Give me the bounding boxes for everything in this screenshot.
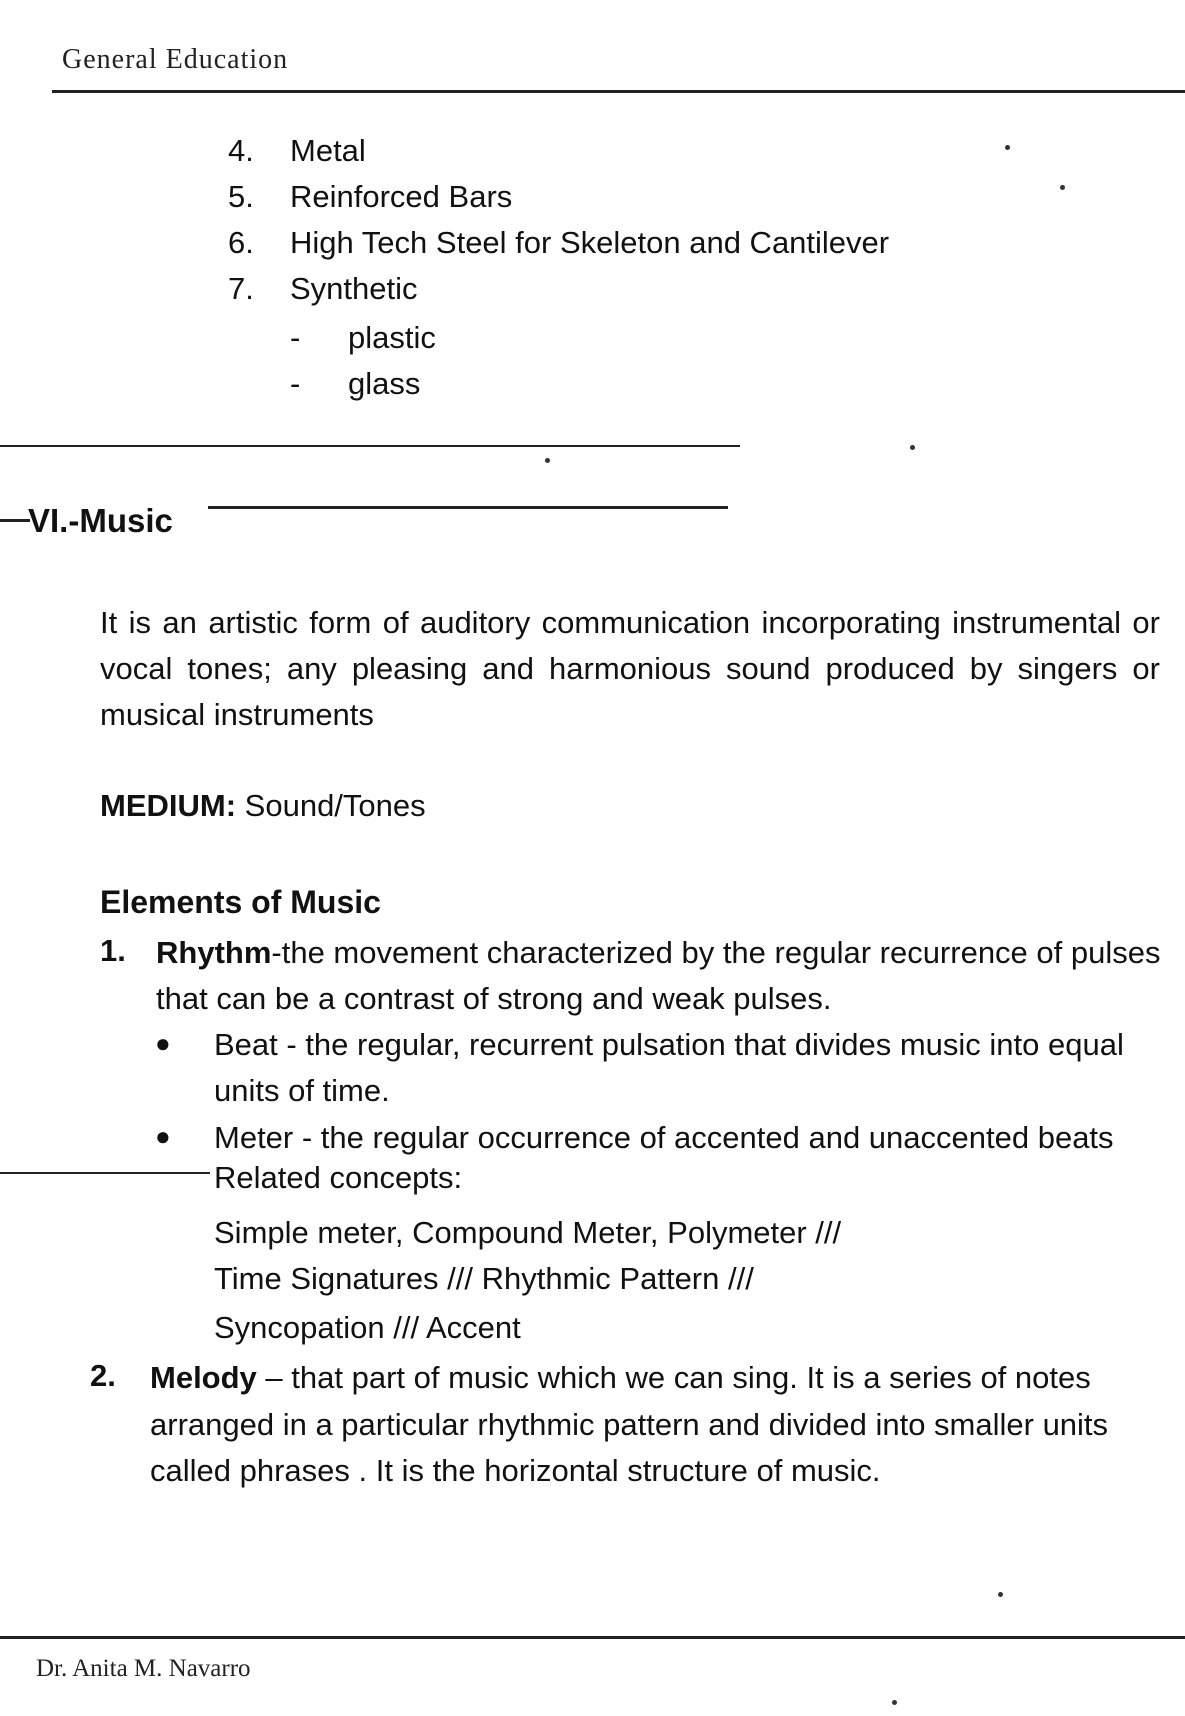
header-rule	[52, 90, 1185, 93]
scan-speck	[1060, 185, 1065, 190]
rhythm-line-2: that can be a contrast of strong and weak pulses.	[156, 981, 832, 1016]
sub-item-plastic: - plastic	[290, 320, 436, 355]
melody-line-3: called phrases . It is the horizontal structure of music.	[150, 1453, 881, 1488]
elements-title: Elements of Music	[100, 884, 381, 920]
stray-rule	[0, 1172, 210, 1174]
section-title-rule	[0, 519, 30, 522]
materials-list	[228, 128, 889, 312]
scan-speck	[1005, 145, 1010, 150]
scan-speck	[892, 1700, 897, 1705]
sub-item-glass: - glass	[290, 366, 421, 401]
music-definition: It is an artistic form of auditory communication incorporating instrumental or vocal tones; any pleasing and harmonious sound produced by singers or musical instruments	[100, 605, 1160, 732]
beat-line-2: units of time.	[214, 1073, 390, 1108]
list-item: 4. Metal	[228, 133, 366, 168]
section-title: VI.-Music	[28, 502, 173, 539]
item-number: 1.	[100, 933, 126, 968]
scan-speck	[545, 458, 550, 463]
bullet-icon: ●	[155, 1028, 171, 1058]
list-item: 6. High Tech Steel for Skeleton and Cantilever	[228, 225, 890, 260]
item-number: 2.	[90, 1358, 116, 1393]
beat-line-1: Beat - the regular, recurrent pulsation that divides music into equal	[214, 1027, 1124, 1062]
section-divider	[0, 445, 740, 447]
rhythm-line-1: Rhythm-the movement characterized by the regular recurrence of pulses	[156, 935, 1161, 970]
medium-line: MEDIUM: Sound/Tones	[100, 788, 426, 823]
scan-speck	[998, 1592, 1003, 1597]
melody-line-2: arranged in a particular rhythmic pattern and divided into smaller units	[150, 1407, 1109, 1442]
footer-author: Dr. Anita M. Navarro	[36, 1655, 251, 1682]
meter-line: Meter - the regular occurrence of accented and unaccented beats	[214, 1120, 1114, 1155]
related-line-2: Time Signatures /// Rhythmic Pattern ///	[214, 1261, 754, 1296]
list-item: 7. Synthetic	[228, 271, 418, 306]
section-title-overline	[208, 506, 728, 509]
melody-line-1: Melody – that part of music which we can sing. It is a series of notes	[150, 1360, 1091, 1395]
header-title: General Education	[62, 44, 289, 75]
related-line-3: Syncopation /// Accent	[214, 1310, 521, 1345]
list-item: 5. Reinforced Bars	[228, 179, 513, 214]
scan-speck	[910, 445, 915, 450]
footer-rule	[0, 1636, 1185, 1639]
related-line-1: Simple meter, Compound Meter, Polymeter ///	[214, 1215, 842, 1250]
bullet-icon: ●	[155, 1121, 171, 1151]
related-label: Related concepts:	[214, 1160, 463, 1195]
